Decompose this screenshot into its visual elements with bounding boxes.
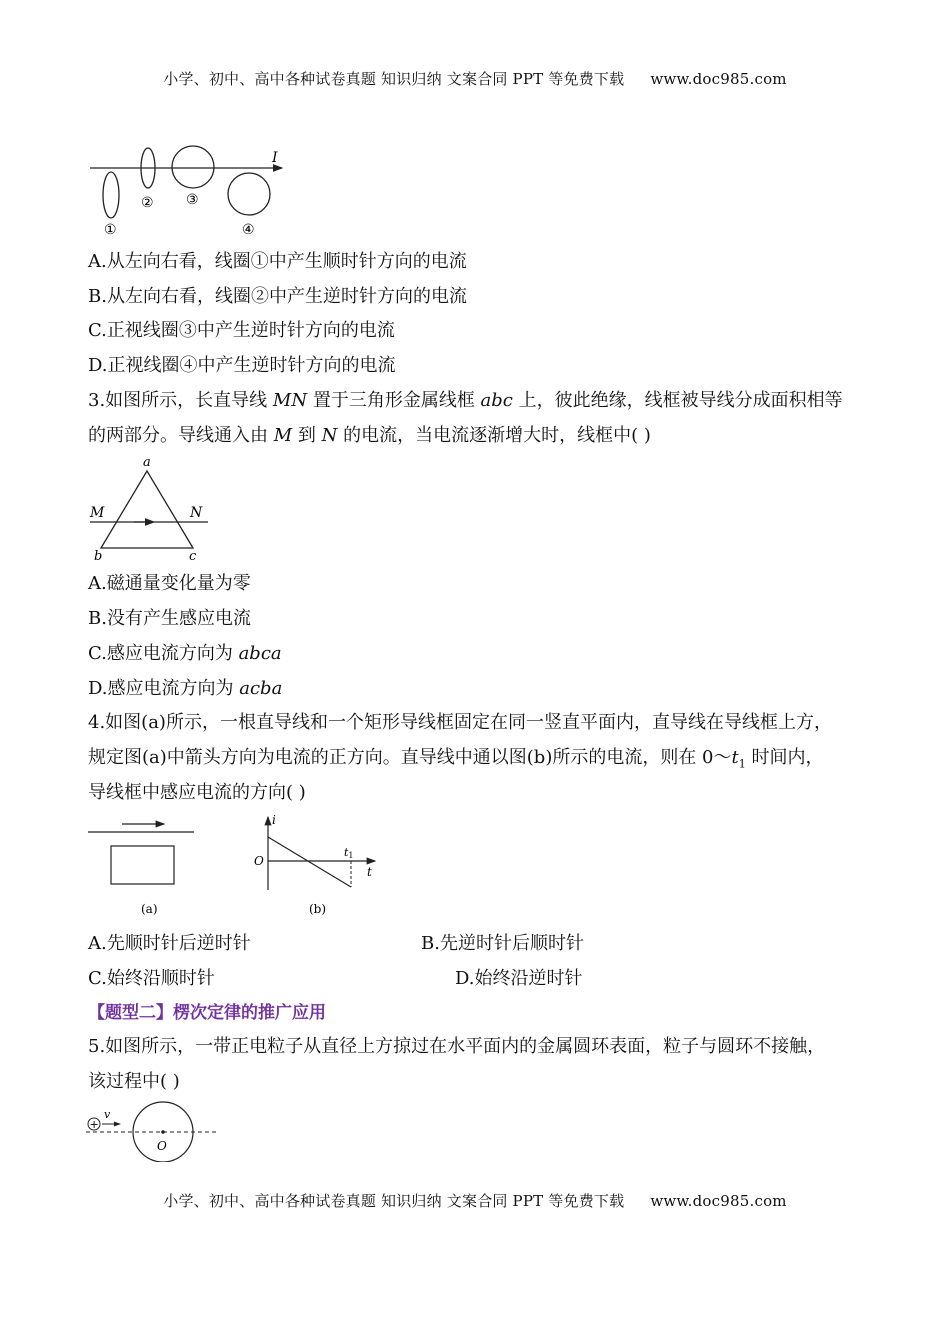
coil-label-3: ③ xyxy=(186,192,199,208)
label-n: N xyxy=(190,505,203,521)
ring-center xyxy=(161,1130,165,1134)
q4-stem-line1: 4.如图(a)所示，一根直导线和一个矩形导线框固定在同一竖直平面内，直导线在导线框上方， xyxy=(88,712,832,733)
q2-option-c: C.正视线圈③中产生逆时针方向的电流 xyxy=(88,320,395,341)
coil-label-1: ① xyxy=(104,222,117,238)
q3-stem-line1: 3.如图所示，长直导线 MN 置于三角形金属线框 abc 上，彼此绝缘，线框被导线分成面积相等 xyxy=(88,390,843,411)
q4-stem-line3: 导线框中感应电流的方向( ) xyxy=(88,782,306,803)
page-footer xyxy=(0,1190,950,1211)
particle-charge: + xyxy=(89,1118,99,1131)
fig-b-current-line xyxy=(268,837,351,887)
fig-b-i-label: i xyxy=(272,813,276,827)
q3-stem-line2: 的两部分。导线通入由 M 到 N 的电流，当电流逐渐增大时，线框中( ) xyxy=(88,425,651,446)
label-m: M xyxy=(90,505,105,521)
coil-label-2: ② xyxy=(141,195,154,211)
fig-b-t1-label: t1 xyxy=(344,846,354,860)
triangle-frame xyxy=(101,471,193,548)
coil-figure xyxy=(86,140,296,240)
q4-option-d: D.始终沿逆时针 xyxy=(455,968,583,989)
fig-b-origin: O xyxy=(254,854,264,868)
q4-option-b: B.先逆时针后顺时针 xyxy=(421,933,584,954)
q4-option-c: C.始终沿顺时针 xyxy=(88,968,215,989)
q2-option-a: A.从左向右看，线圈①中产生顺时针方向的电流 xyxy=(88,251,467,272)
fig-b-t-label: t xyxy=(367,865,372,879)
velocity-label: v xyxy=(104,1108,111,1121)
q4-option-a: A.先顺时针后逆时针 xyxy=(88,933,251,954)
q5-stem-line1: 5.如图所示，一带正电粒子从直径上方掠过在水平面内的金属圆环表面，粒子与圆环不接触， xyxy=(88,1036,826,1057)
vertex-b: b xyxy=(94,549,103,564)
section-title: 【题型二】楞次定律的推广应用 xyxy=(88,1003,326,1023)
triangle-figure xyxy=(86,452,216,564)
footer-site: www.doc985.com xyxy=(650,1192,787,1210)
page-header xyxy=(0,68,950,89)
vertex-c: c xyxy=(189,549,197,564)
q3-option-a: A.磁通量变化量为零 xyxy=(88,573,251,594)
coil-3 xyxy=(172,146,214,188)
header-text: 小学、初中、高中各种试卷真题 知识归纳 文案合同 PPT 等免费下载 xyxy=(163,70,625,88)
q4-figures xyxy=(86,812,386,922)
current-label: I xyxy=(272,150,278,166)
center-label: O xyxy=(157,1139,167,1153)
q3-option-c: C.感应电流方向为 abca xyxy=(88,643,282,664)
fig-a-frame xyxy=(111,846,174,884)
vertex-a: a xyxy=(143,455,151,470)
ring-figure xyxy=(84,1100,224,1162)
coil-label-4: ④ xyxy=(242,222,255,238)
q5-stem-line2: 该过程中( ) xyxy=(88,1071,180,1092)
footer-text: 小学、初中、高中各种试卷真题 知识归纳 文案合同 PPT 等免费下载 xyxy=(163,1192,625,1210)
header-site: www.doc985.com xyxy=(650,70,787,88)
q2-option-d: D.正视线圈④中产生逆时针方向的电流 xyxy=(88,355,396,376)
q3-option-b: B.没有产生感应电流 xyxy=(88,608,251,629)
q4-stem-line2: 规定图(a)中箭头方向为电流的正方向。直导线中通以图(b)所示的电流，则在 $0\sim t_1$ 时间内， xyxy=(88,747,824,771)
fig-b-label: (b) xyxy=(309,902,327,916)
q2-option-b: B.从左向右看，线圈②中产生逆时针方向的电流 xyxy=(88,286,467,307)
fig-a-label: (a) xyxy=(141,902,158,916)
coil-1 xyxy=(103,172,119,218)
coil-4 xyxy=(228,173,270,215)
q3-option-d: D.感应电流方向为 acba xyxy=(88,678,283,699)
